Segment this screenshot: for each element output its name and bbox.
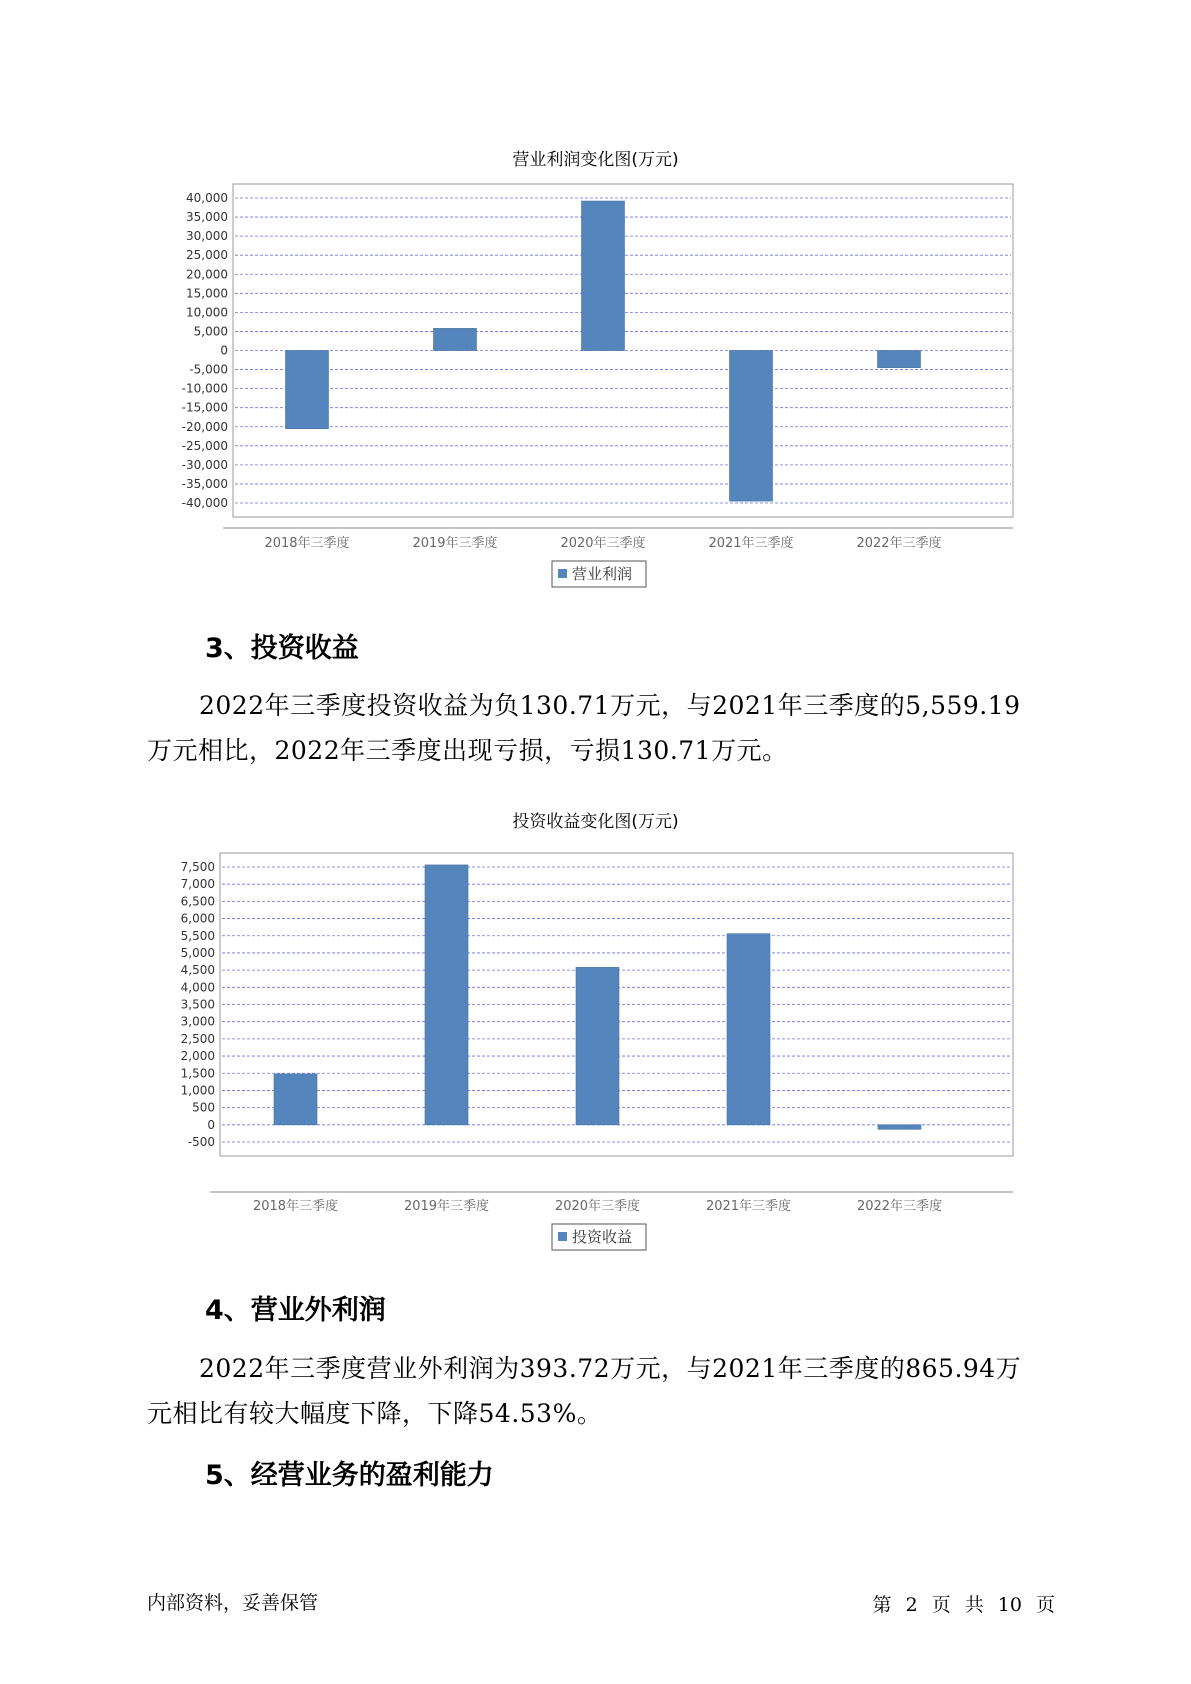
y-tick-label: -15,000	[181, 400, 228, 415]
x-tick-label: 2019年三季度	[412, 536, 498, 551]
legend-swatch	[558, 1232, 567, 1241]
y-tick-label: 3,000	[180, 1014, 215, 1029]
x-tick-label: 2020年三季度	[560, 536, 646, 551]
y-tick-label: 25,000	[186, 248, 228, 263]
section-4-line-1: 2022年三季度营业外利润为393.72万元，与2021年三季度的865.94万	[199, 1354, 1022, 1383]
legend	[552, 1224, 646, 1250]
x-tick-label: 2022年三季度	[856, 536, 942, 551]
legend	[552, 561, 646, 587]
y-tick-label: 500	[192, 1100, 215, 1115]
y-tick-label: 40,000	[186, 191, 228, 205]
chart-title-operating-profit: 营业利润变化图(万元)	[512, 150, 679, 170]
y-tick-label: -20,000	[181, 419, 228, 434]
legend-swatch	[558, 569, 567, 578]
y-tick-label: 6,500	[180, 894, 215, 909]
y-tick-label: 3,500	[180, 997, 215, 1012]
y-tick-label: 1,500	[180, 1066, 215, 1081]
y-tick-label: 30,000	[186, 229, 228, 244]
chart-title-investment-income: 投资收益变化图(万元)	[512, 812, 679, 832]
y-tick-label: 5,500	[180, 928, 215, 943]
x-tick-label: 2020年三季度	[554, 1199, 641, 1214]
y-tick-label: 10,000	[186, 305, 228, 320]
section-4-heading: 4、营业外利润	[205, 1295, 386, 1326]
y-tick-label: 2,000	[180, 1049, 215, 1064]
x-tick-label: 2021年三季度	[705, 1199, 792, 1214]
section-3-line-2: 万元相比，2022年三季度出现亏损，亏损130.71万元。	[147, 736, 788, 765]
x-tick-label: 2022年三季度	[856, 1199, 943, 1214]
bar-2	[434, 328, 477, 350]
x-tick-label: 2019年三季度	[403, 1199, 490, 1214]
chart-operating-profit	[0, 170, 1191, 590]
y-tick-label: -40,000	[181, 496, 228, 510]
y-tick-label: 2,500	[180, 1031, 215, 1046]
y-tick-label: -35,000	[181, 476, 228, 491]
bar-1	[286, 351, 329, 429]
legend-label: 投资收益	[572, 1228, 633, 1246]
section-3-line-1: 2022年三季度投资收益为负130.71万元，与2021年三季度的5,559.19	[199, 691, 1021, 720]
y-tick-label: 20,000	[186, 267, 228, 282]
y-tick-label: -500	[187, 1135, 215, 1149]
x-tick-label: 2018年三季度	[252, 1199, 339, 1214]
bar-4	[727, 934, 770, 1125]
x-tick-label: 2018年三季度	[264, 536, 350, 551]
section-5-heading: 5、经营业务的盈利能力	[205, 1460, 494, 1491]
y-tick-label: 15,000	[186, 286, 228, 301]
bar-2	[425, 865, 468, 1125]
y-tick-label: 4,500	[180, 963, 215, 978]
bar-3	[576, 967, 619, 1124]
y-tick-label: 5,000	[180, 945, 215, 960]
section-4-line-2: 元相比有较大幅度下降，下降54.53%。	[147, 1399, 603, 1428]
section-3-paragraph	[147, 683, 1047, 773]
x-tick-label: 2021年三季度	[708, 536, 794, 551]
section-4-paragraph	[147, 1346, 1047, 1436]
y-tick-label: -5,000	[189, 362, 228, 377]
y-tick-label: 4,000	[180, 980, 215, 995]
footer-confidential-note: 内部资料，妥善保管	[147, 1592, 319, 1614]
y-tick-label: 5,000	[193, 324, 228, 339]
section-3-heading: 3、投资收益	[205, 633, 359, 664]
y-tick-label: 7,000	[180, 877, 215, 892]
y-tick-label: 1,000	[180, 1083, 215, 1098]
footer-page-number: 第 2 页 共 10 页	[872, 1594, 1055, 1616]
bar-4	[730, 351, 773, 502]
legend-label: 营业利润	[572, 565, 633, 583]
bar-5	[878, 1125, 921, 1129]
y-tick-label: 6,000	[180, 911, 215, 926]
y-tick-label: 7,500	[180, 860, 215, 874]
y-tick-label: 0	[207, 1117, 215, 1132]
y-tick-label: 0	[220, 343, 228, 358]
y-tick-label: -25,000	[181, 438, 228, 453]
chart-investment-income	[0, 833, 1191, 1253]
y-tick-label: 35,000	[186, 210, 228, 225]
y-tick-label: -10,000	[181, 381, 228, 396]
bar-1	[274, 1074, 317, 1125]
y-tick-label: -30,000	[181, 457, 228, 472]
bar-5	[878, 351, 921, 368]
bar-3	[582, 201, 625, 350]
